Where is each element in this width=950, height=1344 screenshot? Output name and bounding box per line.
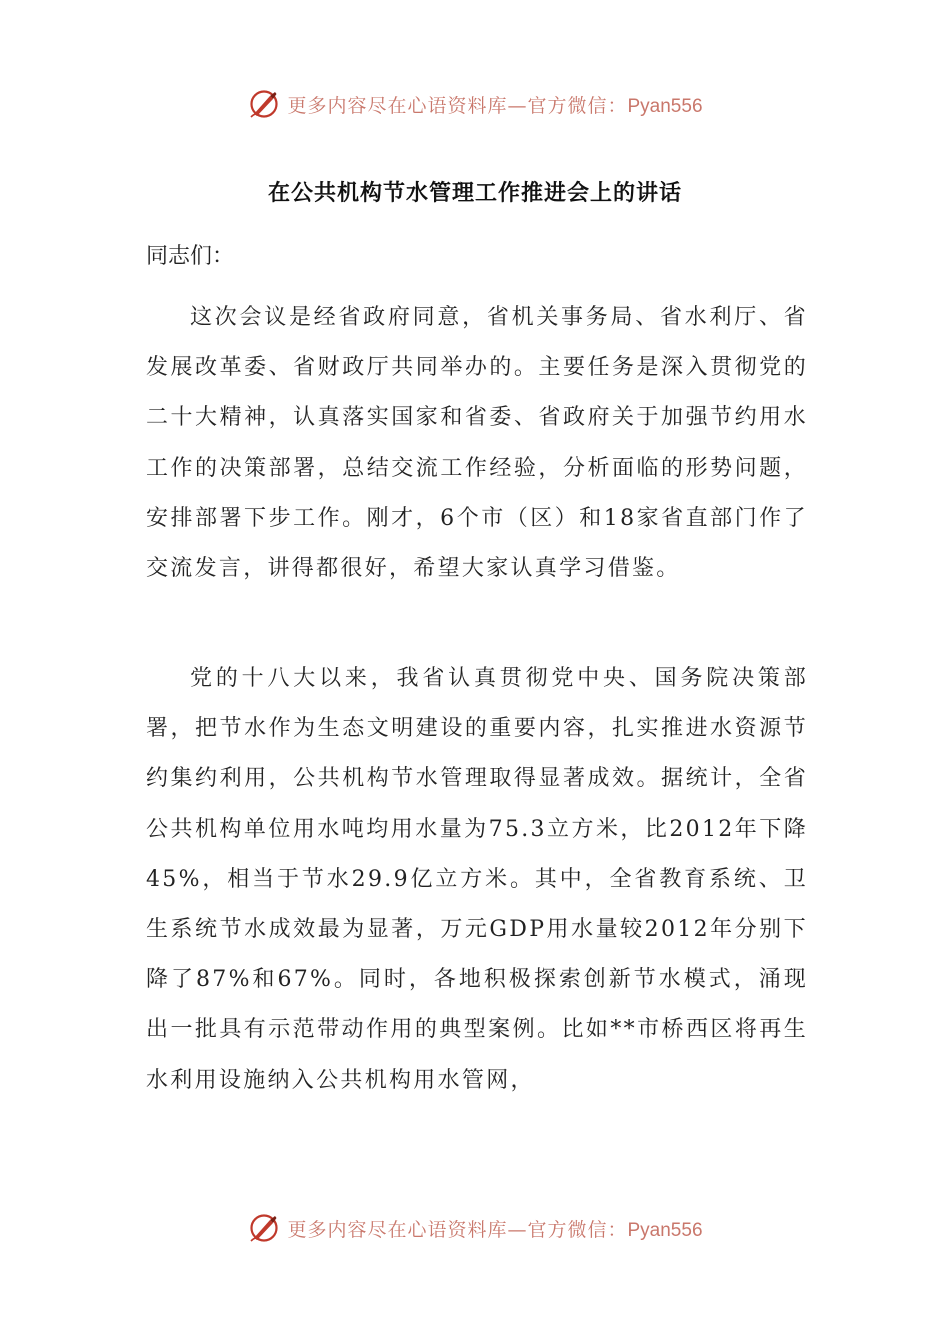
watermark-text-cn: 更多内容尽在心语资料库—官方微信： <box>287 94 628 117</box>
paragraph-2: 党的十八大以来，我省认真贯彻党中央、国务院决策部署，把节水作为生态文明建设的重要内容，扎实推进水资源节约集约利用，公共机构节水管理取得显著成效。据统计，全省公共机构单位用水吨均用水量为75.3立方米，比2012年下降45%，相当于节水29.9亿立方米。其中，全省教育系统、卫生系统节水成效最为显著，万元GDP用水量较2012年分别下降了87%和67%。同时，各地积极探索创新节水模式，涌现出一批具有示范带动作用的典型案例。比如**市桥西区将再生水利用设施纳入公共机构用水管网， <box>146 666 808 1093</box>
header-watermark <box>0 84 950 124</box>
watermark-text <box>287 91 702 118</box>
watermark-text-cn: 更多内容尽在心语资料库—官方微信： <box>287 1218 628 1241</box>
watermark-wechat-id: Pyan556 <box>627 1219 703 1241</box>
pen-nib-logo-icon <box>247 87 281 121</box>
watermark-wechat-id: Pyan556 <box>627 95 703 117</box>
document-title: 在公共机构节水管理工作推进会上的讲话 <box>267 181 682 206</box>
pen-nib-logo-icon <box>247 1211 281 1245</box>
footer-watermark <box>0 1208 950 1248</box>
watermark-text <box>287 1215 702 1242</box>
salutation: 同志们： <box>146 244 235 269</box>
paragraph-1: 这次会议是经省政府同意，省机关事务局、省水利厅、省发展改革委、省财政厅共同举办的。主要任务是深入贯彻党的二十大精神，认真落实国家和省委、省政府关于加强节约用水工作的决策部署，总结交流工作经验，分析面临的形势问题，安排部署下步工作。刚才，6个市（区）和18家省直部门作了交流发言，讲得都很好，希望大家认真学习借鉴。 <box>146 305 808 582</box>
